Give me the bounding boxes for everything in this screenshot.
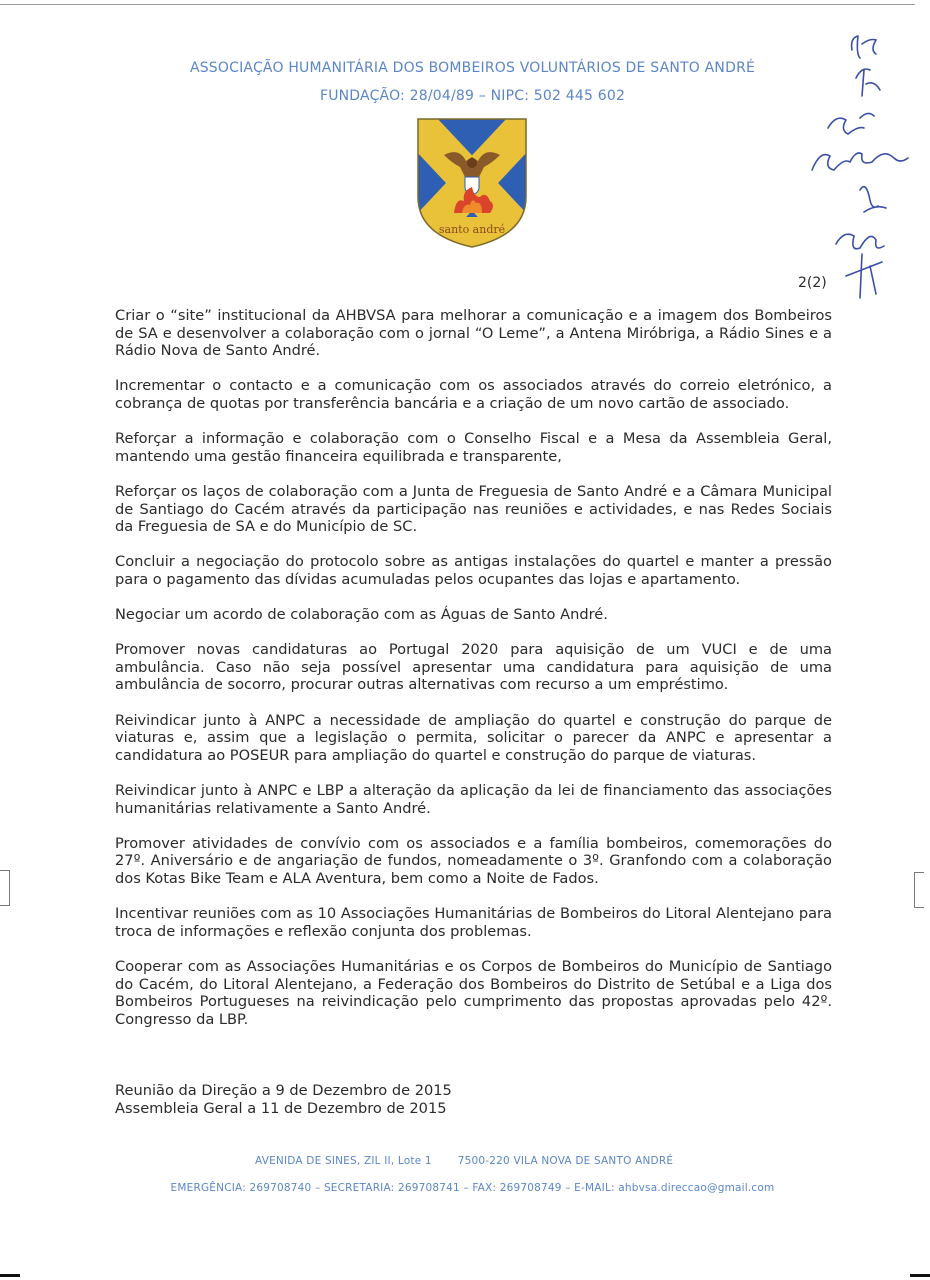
paragraph: Concluir a negociação do protocolo sobre as antigas instalações do quartel e manter a pressão para o pagamento das dívidas acumuladas pelos ocupantes das lojas e apartamento. — [115, 553, 832, 588]
signatures-margin — [800, 30, 920, 300]
paragraph: Promover novas candidaturas ao Portugal 2020 para aquisição de um VUCI e de uma ambulância. Caso não seja possível apresentar uma candidatura para aquisição de uma ambulância de socorro, procurar outras alternativas com recurso a um empréstimo. — [115, 641, 832, 694]
footer-postal: 7500-220 VILA NOVA DE SANTO ANDRÉ — [457, 1155, 674, 1167]
paragraph: Reforçar os laços de colaboração com a Junta de Freguesia de Santo André e a Câmara Municipal de Santiago do Cacém através da participação nas reuniões e actividades, e nas Redes Sociais da Freguesia de SA e do Município de SC. — [115, 482, 832, 536]
crest-logo — [414, 117, 530, 249]
paragraph: Criar o “site” institucional da AHBVSA para melhorar a comunicação e a imagem dos Bombeiros de SA e desenvolver a colaboração com o jornal “O Leme”, a Antena Miróbriga, a Rádio Sines e a Rádio Nova de Santo André. — [115, 307, 832, 360]
footer-address — [255, 1155, 673, 1167]
paragraph: Cooperar com as Associações Humanitárias e os Corpos de Bombeiros do Município de Santiago do Cacém, do Litoral Alentejano, a Federação dos Bombeiros do Distrito de Setúbal e a Liga dos Bombeiros Portugueses na reivindicação pelo cumprimento das propostas aprovadas pelo 42º. Congresso da LBP. — [115, 957, 832, 1028]
paragraph: Promover atividades de convívio com os associados e a família bombeiros, comemorações do 27º. Aniversário e de angariação de fundos, nomeadamente o 3º. Granfondo com a colaboração dos Kotas Bike Team e ALA Aventura, bem como a Noite de Fados. — [115, 834, 832, 887]
punch-hole-mark-left — [0, 870, 10, 906]
paragraph: Reforçar a informação e colaboração com o Conselho Fiscal e a Mesa da Assembleia Geral, mantendo uma gestão financeira equilibrada e transparente, — [115, 430, 832, 465]
footer-contacts: EMERGÊNCIA: 269708740 – SECRETARIA: 269708741 – FAX: 269708749 – E-MAIL: ahbvsa.direccao@gmail.com — [170, 1182, 775, 1194]
closing-line-general-assembly: Assembleia Geral a 11 de Dezembro de 2015 — [115, 1099, 447, 1117]
page-number: 2(2) — [798, 275, 827, 291]
paragraph: Incentivar reuniões com as 10 Associações Humanitárias de Bombeiros do Litoral Alentejano para troca de informações e reflexão conjunta dos problemas. — [115, 905, 832, 940]
paragraph: Incrementar o contacto e a comunicação com os associados através do correio eletrónico, a cobrança de quotas por transferência bancária e a criação de um novo cartão de associado. — [115, 377, 832, 412]
body-text — [115, 307, 832, 1046]
crest-place-label: santo andré — [438, 223, 506, 236]
closing-line-direction-meeting: Reunião da Direção a 9 de Dezembro de 2015 — [115, 1082, 452, 1099]
footer-street: AVENIDA DE SINES, ZIL II, Lote 1 — [255, 1155, 432, 1167]
scan-edge-bar — [0, 1274, 930, 1277]
top-rule — [0, 4, 915, 5]
punch-hole-mark-right — [914, 872, 924, 908]
paragraph: Reivindicar junto à ANPC a necessidade de ampliação do quartel e construção do parque de viaturas e, assim que a legislação o permita, solicitar o parecer da ANPC e apresentar a candidatura ao POSEUR para ampliação do quartel e construção do parque de viaturas. — [115, 711, 832, 764]
org-foundation-nipc: FUNDAÇÃO: 28/04/89 – NIPC: 502 445 602 — [319, 88, 626, 104]
closing-dates — [115, 1082, 452, 1117]
paragraph: Reivindicar junto à ANPC e LBP a alteração da aplicação da lei de financiamento das associações humanitárias relativamente a Santo André. — [115, 782, 832, 817]
paragraph: Negociar um acordo de colaboração com as Águas de Santo André. — [115, 606, 608, 624]
org-name: ASSOCIAÇÃO HUMANITÁRIA DOS BOMBEIROS VOLUNTÁRIOS DE SANTO ANDRÉ — [189, 60, 756, 76]
